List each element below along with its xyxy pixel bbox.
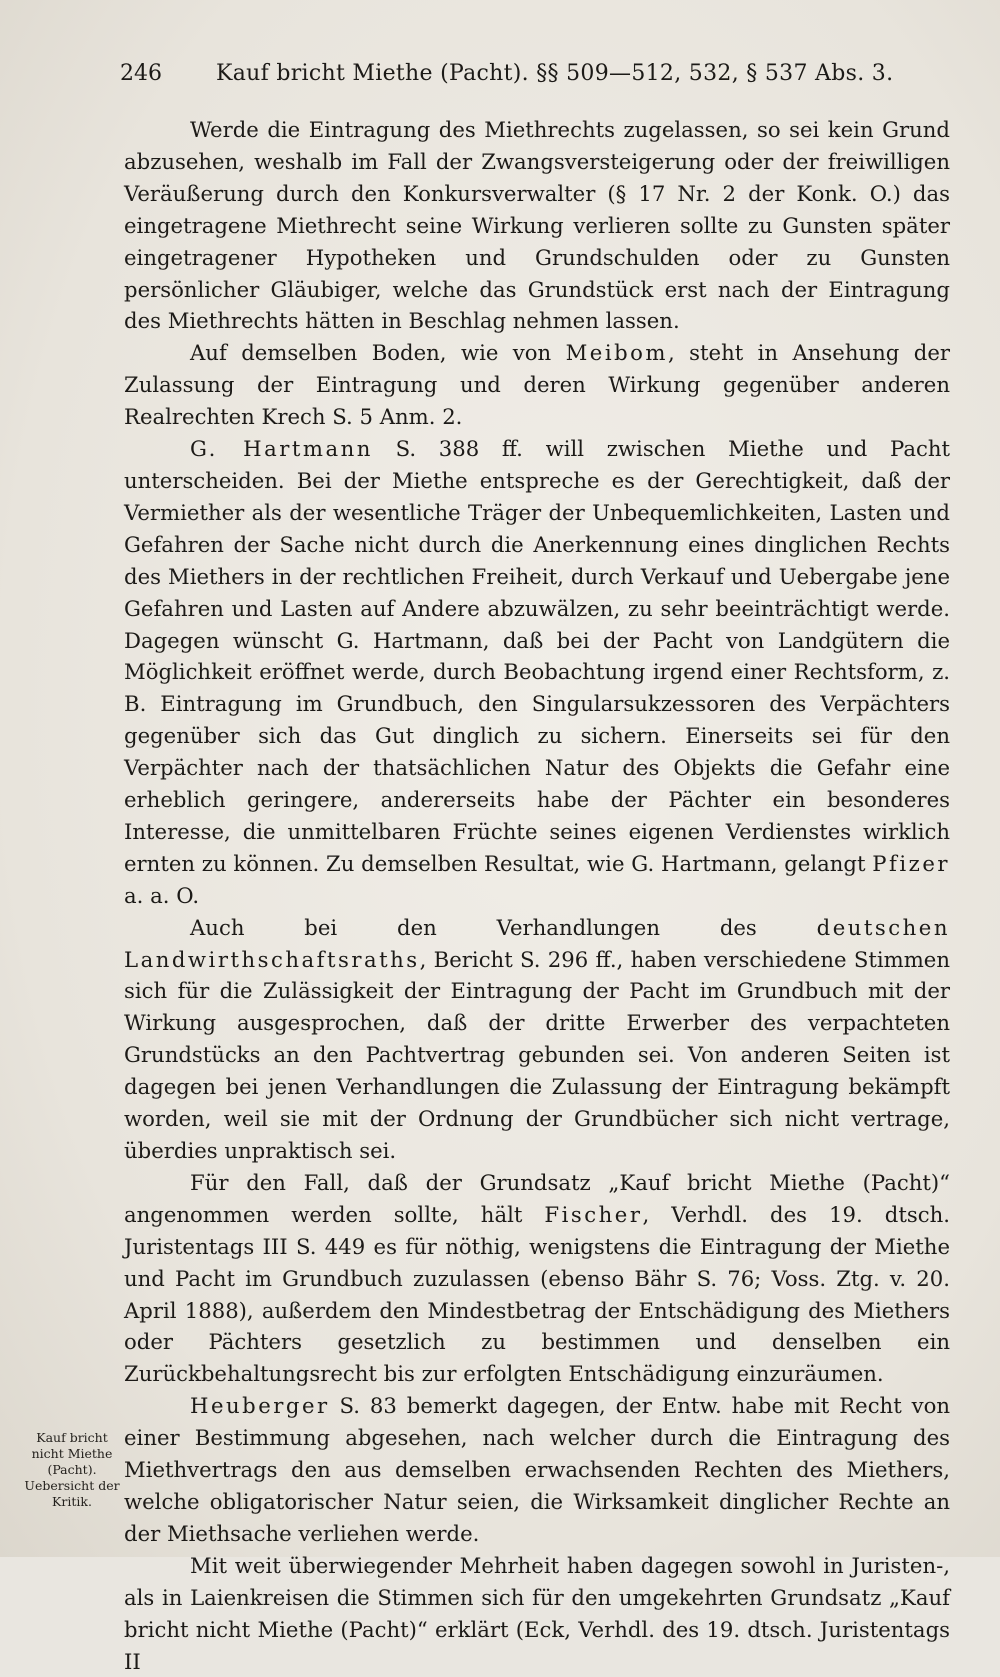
spaced-name: G. Hartmann	[190, 436, 373, 462]
text-run: S. 83 bemerkt dagegen, der Entw. habe mit Recht von einer Bestimmung abgesehen, nach welcher durch die Eintragung des Miethvertrags den aus demselben erwachsenden Rechten des Miethers, welche obligatorischer Natur seien, die Wirksamkeit dinglicher Rechte an der Miethsache verliehen werde.	[124, 1393, 950, 1546]
page-number: 246	[120, 61, 162, 86]
paragraph	[124, 337, 950, 433]
spaced-name: deutschen Landwirthschaftsraths	[124, 914, 950, 972]
running-title: Kauf bricht Miethe (Pacht). §§ 509—512, 532, § 537 Abs. 3.	[216, 61, 894, 86]
margin-note-line: Kauf bricht	[36, 1430, 108, 1445]
paragraph	[124, 114, 950, 337]
spaced-name: Heuberger	[190, 1393, 330, 1419]
text-run: Mit weit überwiegender Mehrheit haben dagegen sowohl in Juristen-, als in Laienkreisen die Stimmen sich für den umgekehrten Grundsatz „Kauf bricht nicht Miethe (Pacht)“ erklärt (Eck, Verhdl. des 19. dtsch. Juristentags II	[124, 1552, 950, 1674]
margin-note-line: Uebersicht der	[24, 1478, 120, 1493]
text-run: Werde die Eintragung des Miethrechts zugelassen, so sei kein Grund abzusehen, weshalb im Fall der Zwangsversteigerung oder der freiwilligen Veräußerung durch den Konkursverwalter (§ 17 Nr. 2 der Konk. O.) das eingetragene Miethrecht seine Wirkung verlieren sollte zu Gunsten später eingetragener Hypotheken und Grundschulden oder zu Gunsten persönlicher Gläubiger, welche das Grundstück erst nach der Eintragung des Miethrechts hätten in Beschlag nehmen lassen.	[124, 117, 950, 334]
spaced-name: Meibom	[565, 340, 669, 366]
margin-note-line: (Pacht).	[47, 1462, 97, 1477]
text-run: , Bericht S. 296 ff., haben verschiedene Stimmen sich für die Zulässigkeit der Eintragung der Pacht im Grundbuch mit der Wirkung ausgesprochen, daß der dritte Erwerber des verpachteten Grundstücks an den Pachtvertrag gebunden sei. Von anderen Seiten ist dagegen bei jenen Verhandlungen die Zulassung der Eintragung bekämpft worden, weil sie mit der Ordnung der Grundbücher sich nicht vertrage, überdies unpraktisch sei.	[124, 946, 950, 1163]
text-run: , steht in Ansehung der Zulassung der Eintragung und deren Wirkung gegenüber anderen Realrechten Krech S. 5 Anm. 2.	[124, 340, 950, 430]
spaced-name: Fischer	[544, 1201, 643, 1227]
text-run: S. 388 ff. will zwischen Miethe und Pacht unterscheiden. Bei der Miethe entspreche es der Gerechtigkeit, daß der Vermiether als der wesentliche Träger der Unbequemlichkeiten, Lasten und Gefahren der Sache nicht durch die Anerkennung eines dinglichen Rechts des Miethers in der rechtlichen Freiheit, durch Verkauf und Uebergabe jene Gefahren und Lasten auf Andere abzuwälzen, zu sehr beeinträchtigt werde. Dagegen wünscht G. Hartmann, daß bei der Pacht von Landgütern die Möglichkeit eröffnet werde, durch Beobachtung irgend einer Rechtsform, z. B. Eintragung im Grundbuch, den Singularsukzessoren des Verpächters gegenüber sich das Gut dinglich zu sichern. Einerseits sei für den Verpächter nach der thatsächlichen Natur des Objekts die Gefahr eine erheblich geringere, andererseits habe der Pächter ein besonderes Interesse, die unmittelbaren Früchte seines eigenen Verdienstes wirklich ernten zu können. Zu demselben Resultat, wie G. Hartmann, gelangt	[124, 436, 951, 876]
paragraph	[124, 912, 950, 1167]
spaced-name: Pfizer	[872, 850, 950, 876]
text-run: , Verhdl. des 19. dtsch. Juristentags III S. 449 es für nöthig, wenigstens die Eintragung der Miethe und Pacht im Grundbuch zuzulassen (ebenso Bähr S. 76; Voss. Ztg. v. 20. April 1888), außerdem den Mindestbetrag der Entschädigung des Miethers oder Pächters gesetzlich zu bestimmen und denselben ein Zurückbehaltungsrecht bis zur erfolgten Entschädigung einzuräumen.	[124, 1201, 950, 1387]
margin-note-line: nicht Miethe	[31, 1446, 113, 1461]
paragraph	[124, 1167, 950, 1390]
paragraph	[124, 1550, 950, 1677]
margin-note-line: Kritik.	[52, 1494, 92, 1509]
margin-note	[22, 1430, 122, 1510]
body-text	[124, 114, 950, 1677]
page-header	[120, 56, 950, 92]
text-run: Für den Fall, daß der Grundsatz „Kauf bricht Miethe (Pacht)“ angenommen werden sollte, hält	[124, 1169, 950, 1227]
text-run: Auf demselben Boden, wie von	[190, 340, 566, 366]
paragraph	[124, 433, 950, 912]
paragraph	[124, 1390, 950, 1550]
text-run: Auch bei den Verhandlungen des	[190, 914, 817, 940]
text-run: a. a. O.	[124, 882, 200, 908]
